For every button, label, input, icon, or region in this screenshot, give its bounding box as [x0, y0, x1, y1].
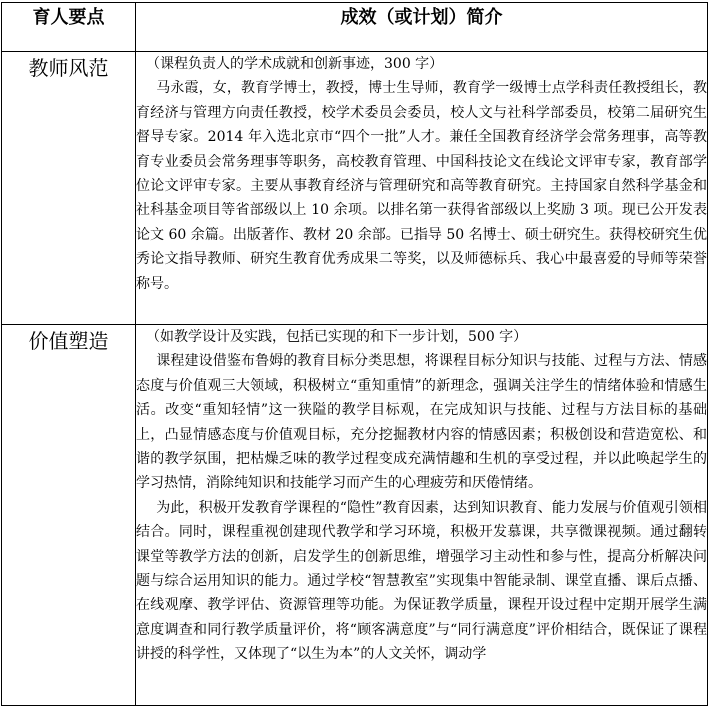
row-label-teacher-demeanor: 教师风范 [2, 52, 136, 325]
row-note: （课程负责人的学术成就和创新事迹，300 字） [146, 56, 444, 72]
table-header-row [2, 3, 708, 52]
row-note: （如教学设计及实践，包括已实现的和下一步计划，500 字） [146, 329, 528, 345]
row-content-teacher-demeanor [136, 52, 708, 325]
content-paragraph: 为此，积极开发教育学课程的“隐性”教育因素，达到知识教育、能力发展与价值观引领相结合。同时，课程重视创建现代教学和学习环境，积极开发慕课，共享微课视频。通过翻转课堂等教学方法的创新，启发学生的创新思维，增强学习主动性和参与性，提高分析解决问题与综合运用知识的能力。通过学校“智慧教室”实现集中智能录制、课堂直播、课后点播、在线观摩、教学评估、资源管理等功能。为保证教学质量，课程开设过程中定期开展学生满意度调查和同行教学质量评价，将“顾客满意度”与“同行满意度”评价相结合，既保证了课程讲授的科学性，又体现了“以生为本”的人文关怀，调动学 [136, 499, 707, 663]
header-education-points: 育人要点 [2, 3, 136, 52]
table-row-teacher-demeanor [2, 52, 708, 325]
content-paragraph: 课程建设借鉴布鲁姆的教育目标分类思想，将课程目标分知识与技能、过程与方法、情感态度与价值观三大领域，积极树立“重知重情”的新理念，强调关注学生的情绪体验和情感生活。改变“重知轻情”这一狭隘的教学目标观，在完成知识与技能、过程与方法目标的基础上，凸显情感态度与价值观目标，充分挖掘教材内容的情感因素；积极创设和营造宽松、和谐的教学氛围，把枯燥乏味的教学过程变成充满情趣和生机的享受过程，并以此唤起学生的学习热情，消除纯知识和技能学习而产生的心理疲劳和厌倦情绪。 [136, 353, 707, 492]
header-achievements-summary: 成效（或计划）简介 [136, 3, 708, 52]
achievement-table [1, 2, 708, 706]
row-content-value-shaping [136, 325, 708, 706]
content-paragraph: 马永霞，女，教育学博士，教授，博士生导师，教育学一级博士点学科责任教授组长，教育经济与管理方向责任教授，校学术委员会委员，校人文与社科学部委员，校第二届研究生督导专家。2014 年入选北京市“四个一批”人才。兼任全国教育经济学会常务理事，高等教育专业委员会常务理事等职务，高校教育管理、中国科技论文在线论文评审专家，教育部学位论文评审专家。主要从事教育经济与管理研究和高等教育研究。主持国家自然科学基金和社科基金项目等省部级以上 10 余项。以排名第一获得省部级以上奖励 3 项。现已公开发表论文 60 余篇。出版著作、教材 20 余部。已指导 50 名博士、硕士研究生。获得校研究生优秀论文指导教师、研究生教育优秀成果二等奖，以及师德标兵、我心中最喜爱的导师等荣誉称号。 [136, 80, 707, 292]
row-label-value-shaping: 价值塑造 [2, 325, 136, 706]
table-row-value-shaping [2, 325, 708, 706]
